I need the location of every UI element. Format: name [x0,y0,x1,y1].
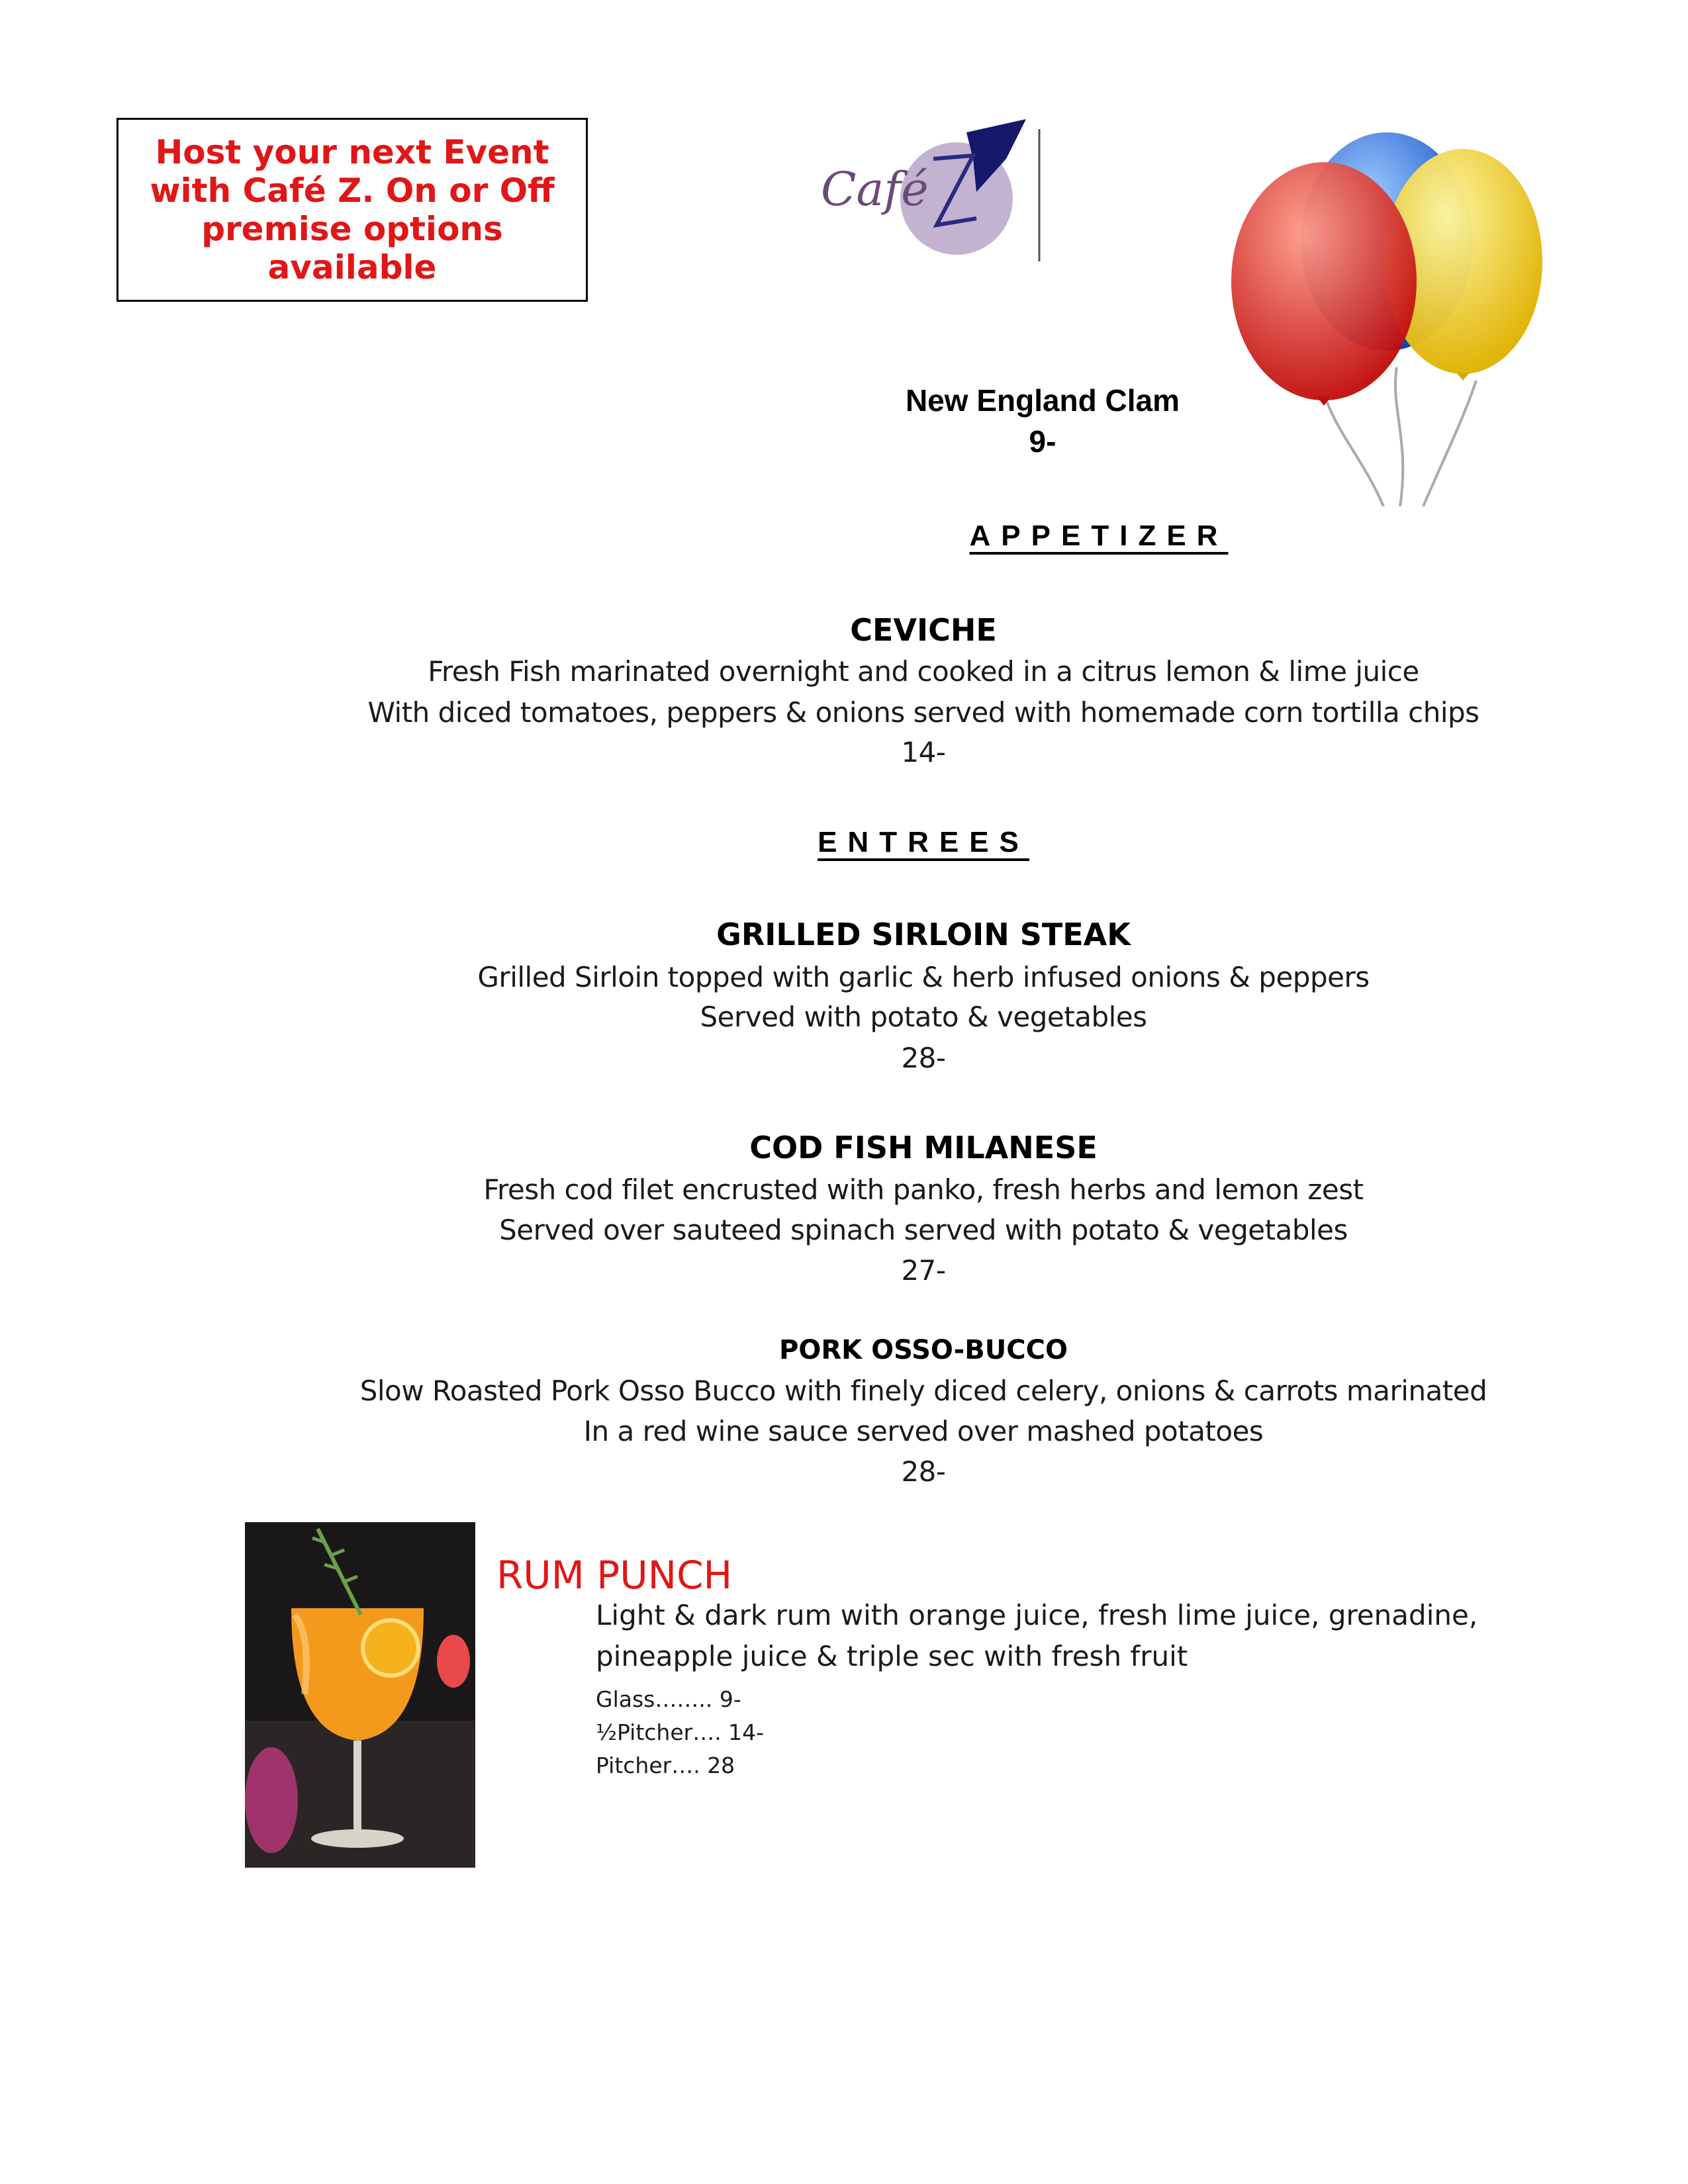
rum-punch-price-half-pitcher: ½Pitcher…. 14- [596,1719,765,1745]
promo-line-4: available [267,248,437,287]
sirloin-desc-2: Served with potato & vegetables [700,1001,1147,1033]
ceviche-desc-1: Fresh Fish marinated overnight and cooked in a citrus lemon & lime juice [428,655,1419,688]
sirloin-name: GRILLED SIRLOIN STEAK [716,917,1131,952]
sirloin-desc-1: Grilled Sirloin topped with garlic & herb infused onions & peppers [477,961,1370,993]
rum-punch-photo [245,1522,475,1868]
ceviche-price: 14- [901,736,946,768]
promo-line-2: with Café Z. On or Off [150,171,555,210]
pork-desc-1: Slow Roasted Pork Osso Bucco with finely diced celery, onions & carrots marinated [359,1375,1487,1407]
pork-price: 28- [901,1455,946,1488]
sirloin-price: 28- [901,1042,946,1074]
cod-price: 27- [901,1254,946,1287]
rum-punch-name: RUM PUNCH [496,1553,733,1598]
promo-line-3: premise options [201,210,503,248]
rum-punch-desc-1: Light & dark rum with orange juice, fresh lime juice, grenadine, [596,1599,1478,1631]
soup-price: 9- [1029,424,1056,459]
rum-punch-price-glass: Glass…….. 9- [596,1686,741,1712]
cafe-z-logo [808,119,1046,271]
ceviche-desc-2: With diced tomatoes, peppers & onions served with homemade corn tortilla chips [367,696,1479,729]
appetizer-heading: APPETIZER [969,520,1229,552]
entrees-heading: ENTREES [818,826,1029,858]
promo-line-1: Host your next Event [155,133,549,171]
soup-name: New England Clam [905,383,1180,418]
cod-desc-2: Served over sauteed spinach served with potato & vegetables [499,1214,1348,1246]
rum-punch-price-pitcher: Pitcher…. 28 [596,1752,735,1778]
rum-punch-desc-2: pineapple juice & triple sec with fresh fruit [596,1640,1188,1672]
cod-desc-1: Fresh cod filet encrusted with panko, fresh herbs and lemon zest [483,1173,1364,1206]
event-promo-box [117,118,588,302]
pork-name: PORK OSSO-BUCCO [779,1335,1068,1365]
ceviche-name: CEVICHE [850,612,997,648]
cod-name: COD FISH MILANESE [749,1130,1098,1165]
pork-desc-2: In a red wine sauce served over mashed potatoes [583,1415,1264,1447]
svg-text:Café: Café [821,162,929,216]
